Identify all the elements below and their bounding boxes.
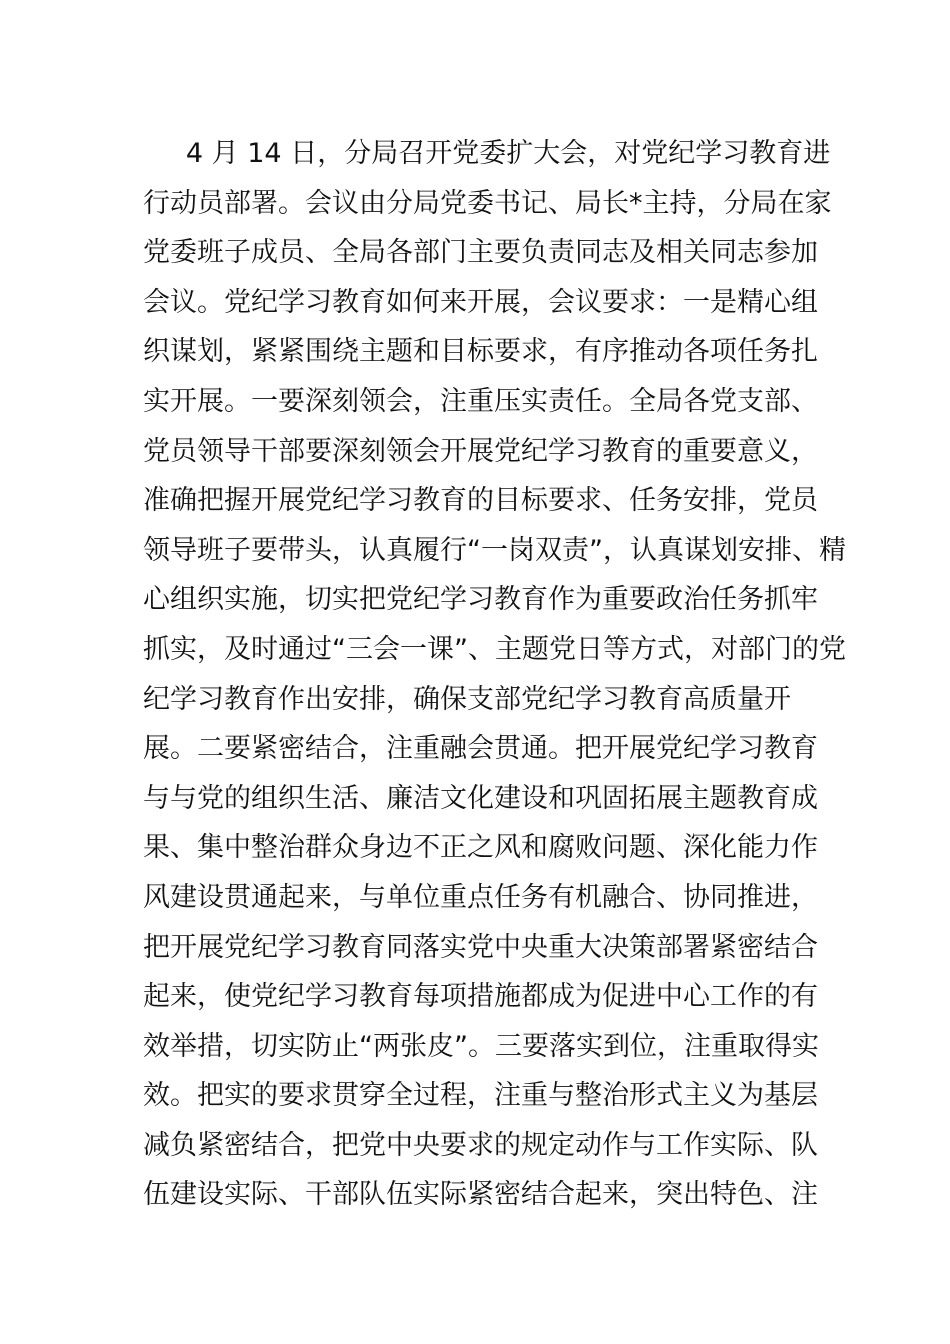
text-line-19: 效举措，切实防止“两张皮”。三要落实到位，注重取得实 (143, 1030, 819, 1062)
text-line-12: 纪学习教育作出安排，确保支部党纪学习教育高质量开 (143, 683, 791, 715)
text-line-17: 把开展党纪学习教育同落实党中央重大决策部署紧密结合 (143, 931, 818, 963)
text-line-10: 心组织实施，切实把党纪学习教育作为重要政治任务抓牢 (143, 584, 818, 616)
text-line-6: 实开展。一要深刻领会，注重压实责任。全局各党支部、 (143, 385, 818, 417)
text-line-20: 效。把实的要求贯穿全过程，注重与整治形式主义为基层 (143, 1080, 818, 1112)
text-line-22: 伍建设实际、干部队伍实际紧密结合起来，突出特色、注 (143, 1179, 818, 1211)
text-line-9: 领导班子要带头，认真履行“一岗双责”，认真谋划安排、精 (143, 534, 846, 566)
text-line-3: 党委班子成员、全局各部门主要负责同志及相关同志参加 (143, 237, 818, 269)
text-line-13: 展。二要紧密结合，注重融会贯通。把开展党纪学习教育 (143, 733, 818, 765)
body-paragraph (143, 129, 846, 1220)
text-line-18: 起来，使党纪学习教育每项措施都成为促进中心工作的有 (143, 981, 818, 1013)
text-line-7: 党员领导干部要深刻领会开展党纪学习教育的重要意义， (143, 435, 818, 467)
text-line-8: 准确把握开展党纪学习教育的目标要求、任务安排，党员 (143, 485, 818, 517)
text-line-1: 4 月 14 日，分局召开党委扩大会，对党纪学习教育进 (143, 138, 831, 169)
text-line-2: 行动员部署。会议由分局党委书记、局长*主持，分局在家 (143, 187, 832, 219)
text-line-11: 抓实，及时通过“三会一课”、主题党日等方式，对部门的党 (143, 633, 846, 665)
text-line-16: 风建设贯通起来，与单位重点任务有机融合、协同推进， (143, 881, 818, 913)
text-line-5: 织谋划，紧紧围绕主题和目标要求，有序推动各项任务扎 (143, 336, 818, 368)
text-line-21: 减负紧密结合，把党中央要求的规定动作与工作实际、队 (143, 1129, 818, 1161)
text-line-4: 会议。党纪学习教育如何来开展，会议要求：一是精心组 (143, 286, 818, 318)
text-line-15: 果、集中整治群众身边不正之风和腐败问题、深化能力作 (143, 832, 818, 864)
text-line-14: 与与党的组织生活、廉洁文化建设和巩固拓展主题教育成 (143, 782, 818, 814)
